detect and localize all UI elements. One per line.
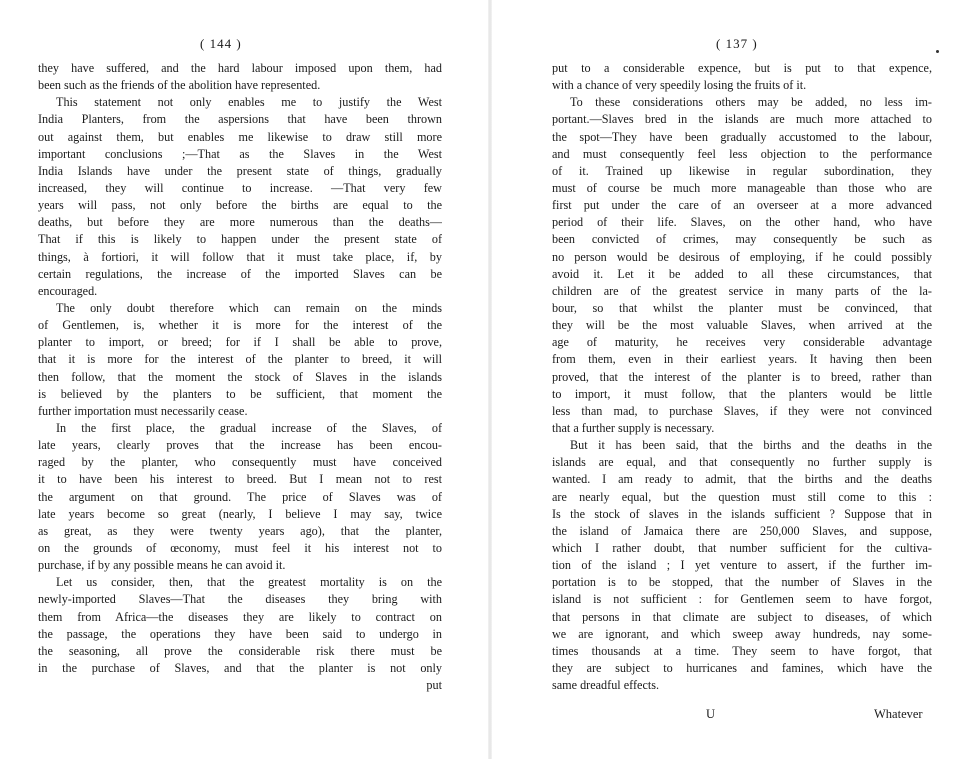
text-line: then follow, that the moment the stock of Slaves in the islands [38,369,442,384]
text-line: that persons in that climate are subject to diseases, of which [552,609,932,624]
text-line: they will be the most valuable Slaves, when arrived at the [552,318,932,333]
text-line: This statement not only enables me to justify the West [56,95,442,110]
text-line: But it has been said, that the births and the deaths in the [570,438,932,453]
text-line: purchase, if by any possible means he can avoid it. [38,558,286,573]
text-line: In the first place, the gradual increase of the Slaves, of [56,420,442,435]
page-number-right: ( 137 ) [716,36,758,51]
text-line: the argument on that ground. The price of Slaves was of [38,489,442,504]
text-line: must of course be much more manageable than those who are [552,180,932,195]
text-line: they are subject to hurricanes and famines, which have the [552,660,932,675]
text-line: years will pass, not only before the births are equal to the [38,198,442,213]
text-line: of Gentlemen, is, whether it is more for the interest of the [38,318,442,333]
text-line: them from Africa—the diseases they are likely to contract on [38,609,442,624]
text-line: portation is to be stopped, that the number of Slaves in the [552,575,932,590]
text-line: the island of Jamaica there are 250,000 Slaves, and suppose, [552,523,932,538]
text-line: from them, even in their earliest years. It having then been [552,352,932,367]
text-line: things, à fortiori, it will follow that it must take place, if, by [38,249,442,264]
text-line: no person would be desirous of employing, if he could possibly [552,249,932,264]
text-line: avoid it. Let it be added to all these circumstances, that [552,266,932,281]
text-line: portant.—Slaves bred in the islands are much more attached to [552,112,932,127]
text-line: they have suffered, and the hard labour imposed upon them, had [38,61,442,75]
text-line: put [426,678,442,693]
text-line: bour, so that whilst the planter must be convinced, that [552,300,932,315]
text-line: is believed by the planters to be sufficient, that moment the [38,386,442,401]
text-line: same dreadful effects. [552,678,660,693]
text-line: islands are equal, and that consequently no further supply is [552,455,932,470]
text-line: been such as the friends of the abolition have represented. [38,78,321,93]
text-line: out against them, but enables me likewise to draw still more [38,129,442,144]
text-line: first put under the care of an overseer at a more advanced [552,198,932,213]
text-line: put to a considerable expence, but is put to that expence, [552,61,932,75]
left-page-text [38,60,442,694]
text-line: certain regulations, the increase of the imported Slaves can be [38,266,442,281]
text-line: children are of the greatest service in many parts of the la- [552,283,932,298]
text-line: Is the stock of slaves in the islands sufficient ? Suppose that in [552,506,932,521]
text-line: less than mad, to purchase Slaves, if they were not convinced [552,403,932,418]
catchword: Whatever [874,707,923,721]
text-line: To these considerations others may be added, no less im- [570,95,932,110]
signature-mark: U [706,707,716,721]
text-line: which I rather doubt, that number sufficient for the cultiva- [552,540,932,555]
text-line: deaths, but before they are more numerous than the deaths— [38,215,442,230]
text-line: important conclusions ;—That as the Slaves in the West [38,146,442,161]
text-line: India Islands have under the present state of things, gradually [38,163,442,178]
text-line: of it. Trained up likewise in regular subordination, they [552,163,932,178]
text-line: the spot—They have been gradually accustomed to the labour, [552,129,932,144]
text-line: as great, as they were twenty years ago), that the planter, [38,523,442,538]
right-page [490,0,980,759]
text-line: proved, that the interest of the planter is to breed, rather than [552,369,932,384]
text-line: and must consequently feel less objection to the performance [552,146,932,161]
text-line: in the purchase of Slaves, and that the planter is not only [38,660,442,675]
text-line: India Planters, from the aspersions that have been thrown [38,112,442,127]
text-line: Let us consider, then, that the greatest mortality is on the [56,575,442,590]
text-line: increased, they will continue to increase. —That very few [38,180,442,195]
text-line: encouraged. [38,283,98,298]
text-line: late years become so great (nearly, I believe I may say, twice [38,506,442,521]
text-line: period of their life. Slaves, on the other hand, who have [552,215,932,230]
text-line: it to have been his interest to breed. But I mean not to rest [38,472,442,487]
text-line: we are ignorant, and which sweep away hundreds, nay some- [552,626,932,641]
text-line: that it is more for the interest of the planter to breed, it will [38,352,442,367]
text-line: The only doubt therefore which can remain on the minds [56,300,442,315]
text-line: age of maturity, he receives very considerable advantage [552,335,932,350]
text-line: with a chance of very speedily losing the fruits of it. [552,78,807,93]
text-line: wanted. I am ready to admit, that the births and the deaths [552,472,932,487]
text-line: are nearly equal, but the question must still come to this : [552,489,932,504]
text-line: been convicted of crimes, may consequently be such as [552,232,932,247]
text-line: planter to import, or breed; for if I shall be able to prove, [38,335,442,350]
text-line: further importation must necessarily cease. [38,403,248,418]
text-line: times thousands at a time. They seem to have forgot, that [552,643,932,658]
text-line: That if this is likely to happen under the present state of [38,232,442,247]
text-line: newly-imported Slaves—That the diseases they bring with [38,592,442,607]
text-line: raged by the planter, who consequently must have conceived [38,455,442,470]
text-line: that a further supply is necessary. [552,420,715,435]
text-line: the passage, the operations they have been said to undergo in [38,626,442,641]
print-speck [936,50,939,53]
text-line: late years, clearly proves that the increase has been encou- [38,438,442,453]
text-line: the seasoning, all prove the considerable risk there must be [38,643,442,658]
text-line: to import, it must follow, that the planters would be little [552,386,932,401]
text-line: on the grounds of œconomy, must feel it his interest not to [38,540,442,555]
page-number-left: ( 144 ) [200,36,242,51]
text-line: tion of the island ; I yet venture to assert, if the further im- [552,558,932,573]
right-page-text [552,60,932,694]
text-line: island is not sufficient : for Gentlemen seem to have forgot, [552,592,932,607]
